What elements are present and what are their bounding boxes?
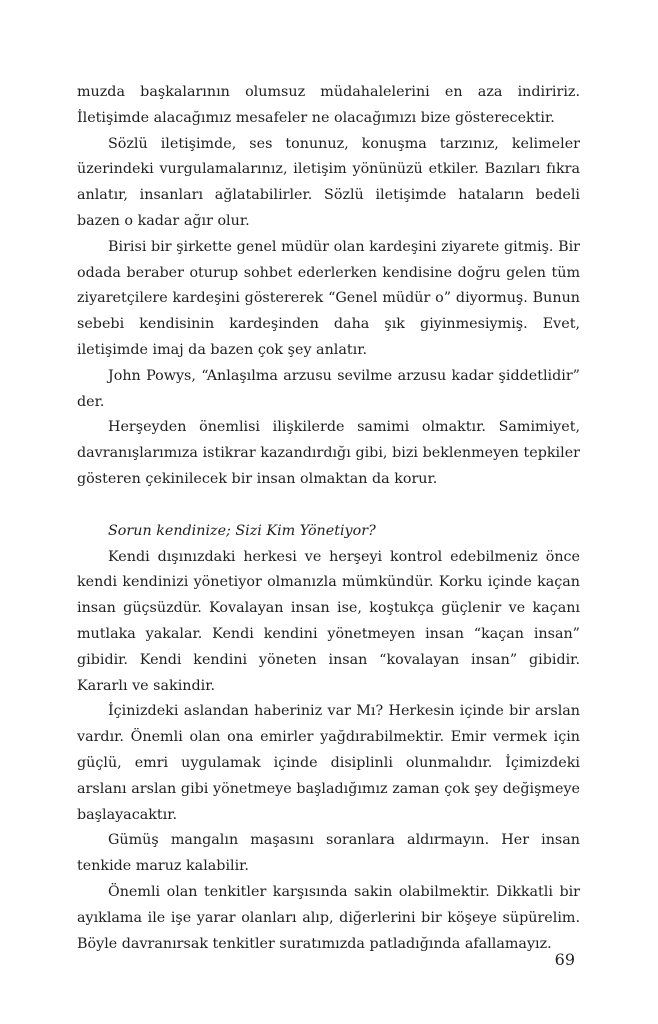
paragraph: Birisi bir şirkette genel müdür olan kardeşini ziyarete gitmiş. Bir odada beraber oturup sohbet ederlerken kendisine doğru gelen tüm ziyaretçilere kardeşini göstererek “Genel müdür o” diyormuş. Bunun sebebi kendisinin kardeşinden daha şık giyinmesiymiş. Evet, iletişimde imaj da bazen çok şey anlatır. [77, 238, 580, 358]
paragraph: Herşeyden önemlisi ilişkilerde samimi olmaktır. Samimiyet, davranışlarımıza istikrar kazandırdığı gibi, bizi beklenmeyen tepkiler gösteren çekinilecek bir insan olmaktan da korur. [77, 419, 580, 487]
paragraph: İçinizdeki aslandan haberiniz var Mı? Herkesin içinde bir arslan vardır. Önemli olan ona emirler yağdırabilmektir. Emir vermek için güçlü, emri uygulamak içinde disiplinli olunmalıdır. İçimizdeki arslanı arslan gibi yönetmeye başladığımız zaman çok şey değişmeye başlayacaktır. [77, 703, 580, 823]
paragraph: Kendi dışınızdaki herkesi ve herşeyi kontrol edebilmeniz önce kendi kendinizi yönetiyor olmanızla mümkündür. Korku içinde kaçan insan güçsüzdür. Kovalayan insan ise, koştukça güçlenir ve kaçanı mutlaka yakalar. Kendi kendini yönetmeyen insan “kaçan insan” gibidir. Kendi kendini yöneten insan “kovalayan insan” gibidir. Kararlı ve sakindir. [77, 548, 580, 694]
body-text [77, 80, 580, 957]
paragraph: Önemli olan tenkitler karşısında sakin olabilmektir. Dikkatli bir ayıklama ile işe yarar olanları alıp, diğerlerini bir köşeye süpürelim. Böyle davranırsak tenkitler suratımızda patladığında afallamayız. [77, 883, 580, 952]
paragraph: John Powys, “Anlaşılma arzusu sevilme arzusu kadar şiddetlidir” der. [77, 367, 580, 410]
paragraph-continued: muzda başkalarının olumsuz müdahalelerini en aza indiririz. İletişimde alacağımız mesafeler ne olacağımızı bize gösterecektir. [77, 84, 580, 126]
section-heading: Sorun kendinize; Sizi Kim Yönetiyor? [108, 522, 376, 539]
page-number: 69 [554, 950, 575, 969]
paragraph: Gümüş mangalın maşasını soranlara aldırmayın. Her insan tenkide maruz kalabilir. [77, 832, 580, 875]
paragraph: Sözlü iletişimde, ses tonunuz, konuşma tarzınız, kelimeler üzerindeki vurgulamalarınız, iletişim yönünüzü etkiler. Bazıları fıkra anlatır, insanları ağlatabilirler. Sözlü iletişimde hataların bedeli bazen o kadar ağır olur. [77, 135, 580, 229]
